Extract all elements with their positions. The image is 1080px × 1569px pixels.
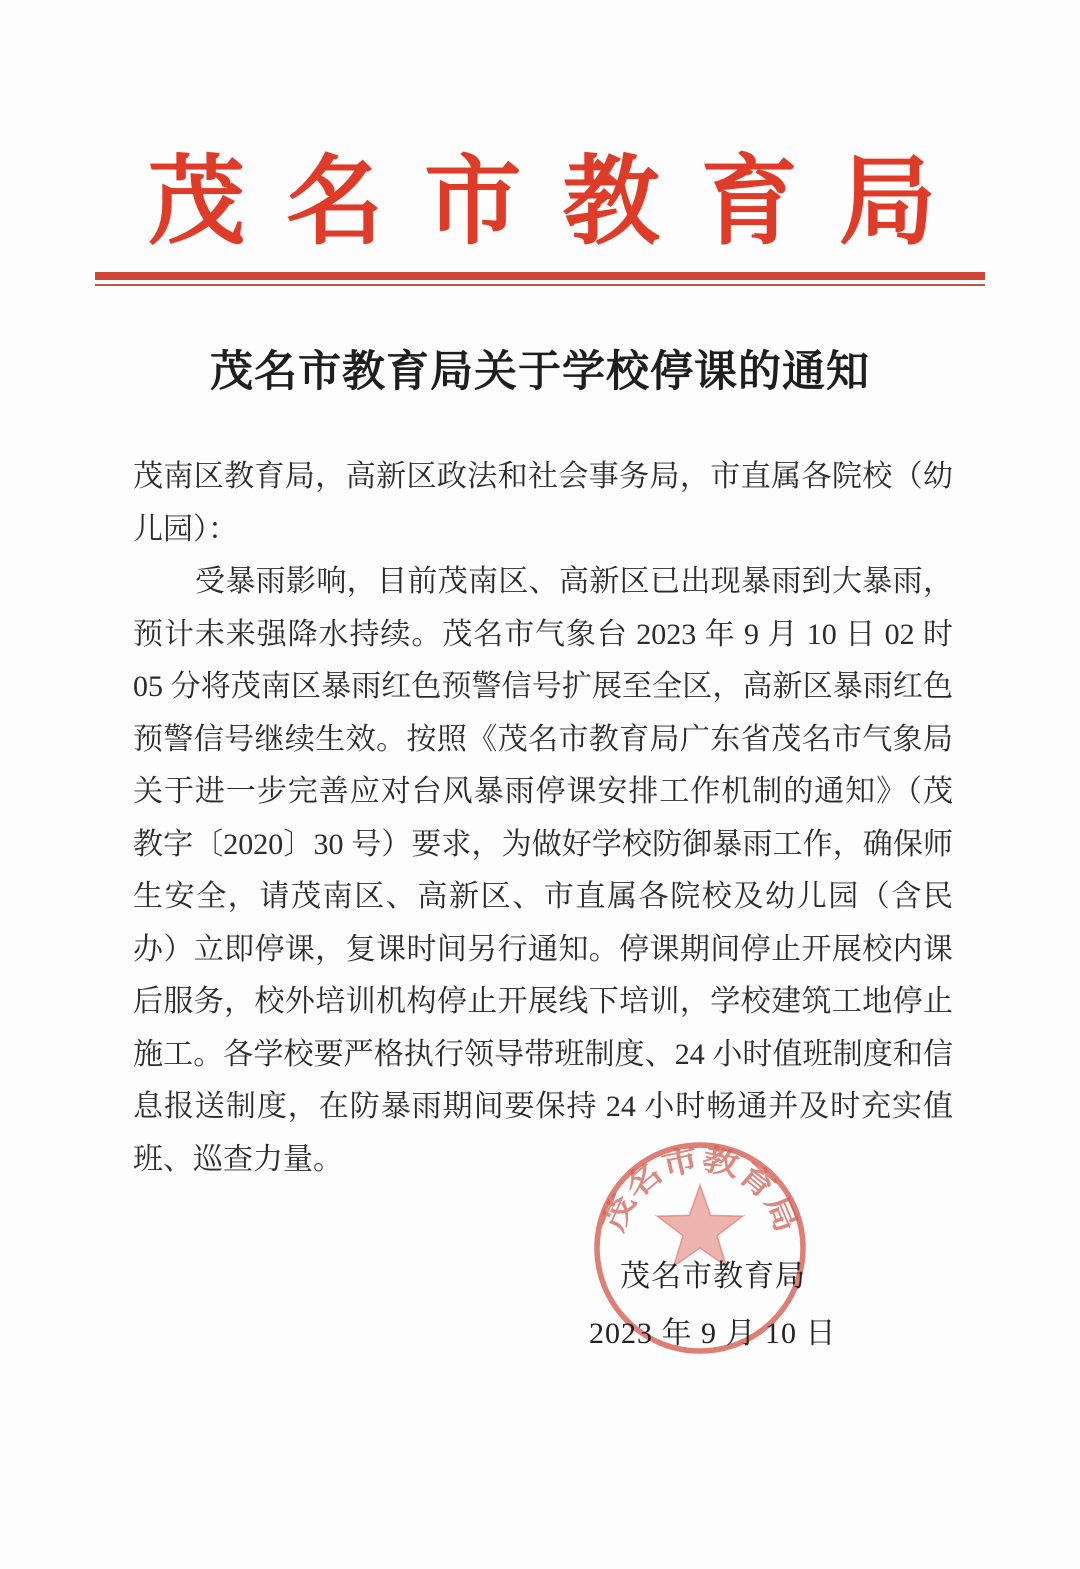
seal-arc-text: 茂名市教育局 <box>597 1142 801 1237</box>
salutation-paragraph: 茂南区教育局，高新区政法和社会事务局，市直属各院校（幼儿园）： <box>133 460 953 546</box>
letterhead-char: 教 <box>562 149 660 256</box>
letterhead-agency-name <box>148 149 936 256</box>
signature-date: 2023 年 9 月 10 日 <box>589 1317 837 1350</box>
main-paragraph: 受暴雨影响，目前茂南区、高新区已出现暴雨到大暴雨，预计未来强降水持续。茂名市气象台 2023 年 9 月 10 日 02 时 05 分将茂南区暴雨红色预警信号扩展至全区，高新区暴雨红色预警信号继续生效。按照《茂名市教育局广东省茂名市气象局关于进一步完善应对台风暴雨停课安排工作机制的通知》（茂教字〔2020〕30 号）要求，为做好学校防御暴雨工作，确保师生安全，请茂南区、高新区、市直属各院校及幼儿园（含民办）立即停课，复课时间另行通知。停课期间停止开展校内课后服务，校外培训机构停止开展线下培训，学校建筑工地停止施工。各学校要严格执行领导带班制度、24 小时值班制度和信息报送制度，在防暴雨期间要保持 24 小时畅通并及时充实值班、巡查力量。 <box>133 565 953 1176</box>
letterhead-char: 名 <box>286 149 384 256</box>
signature-agency: 茂名市教育局 <box>620 1260 806 1293</box>
document-body <box>133 451 953 1186</box>
document-title: 茂名市教育局关于学校停课的通知 <box>210 349 870 396</box>
letterhead-divider-thick-line <box>95 272 985 280</box>
letterhead-divider <box>95 272 985 286</box>
letterhead-char: 局 <box>838 149 936 256</box>
letterhead-divider-thin-line <box>95 284 985 286</box>
letterhead-char: 育 <box>700 149 798 256</box>
letterhead-char: 市 <box>424 149 522 256</box>
letterhead-char: 茂 <box>148 149 245 256</box>
